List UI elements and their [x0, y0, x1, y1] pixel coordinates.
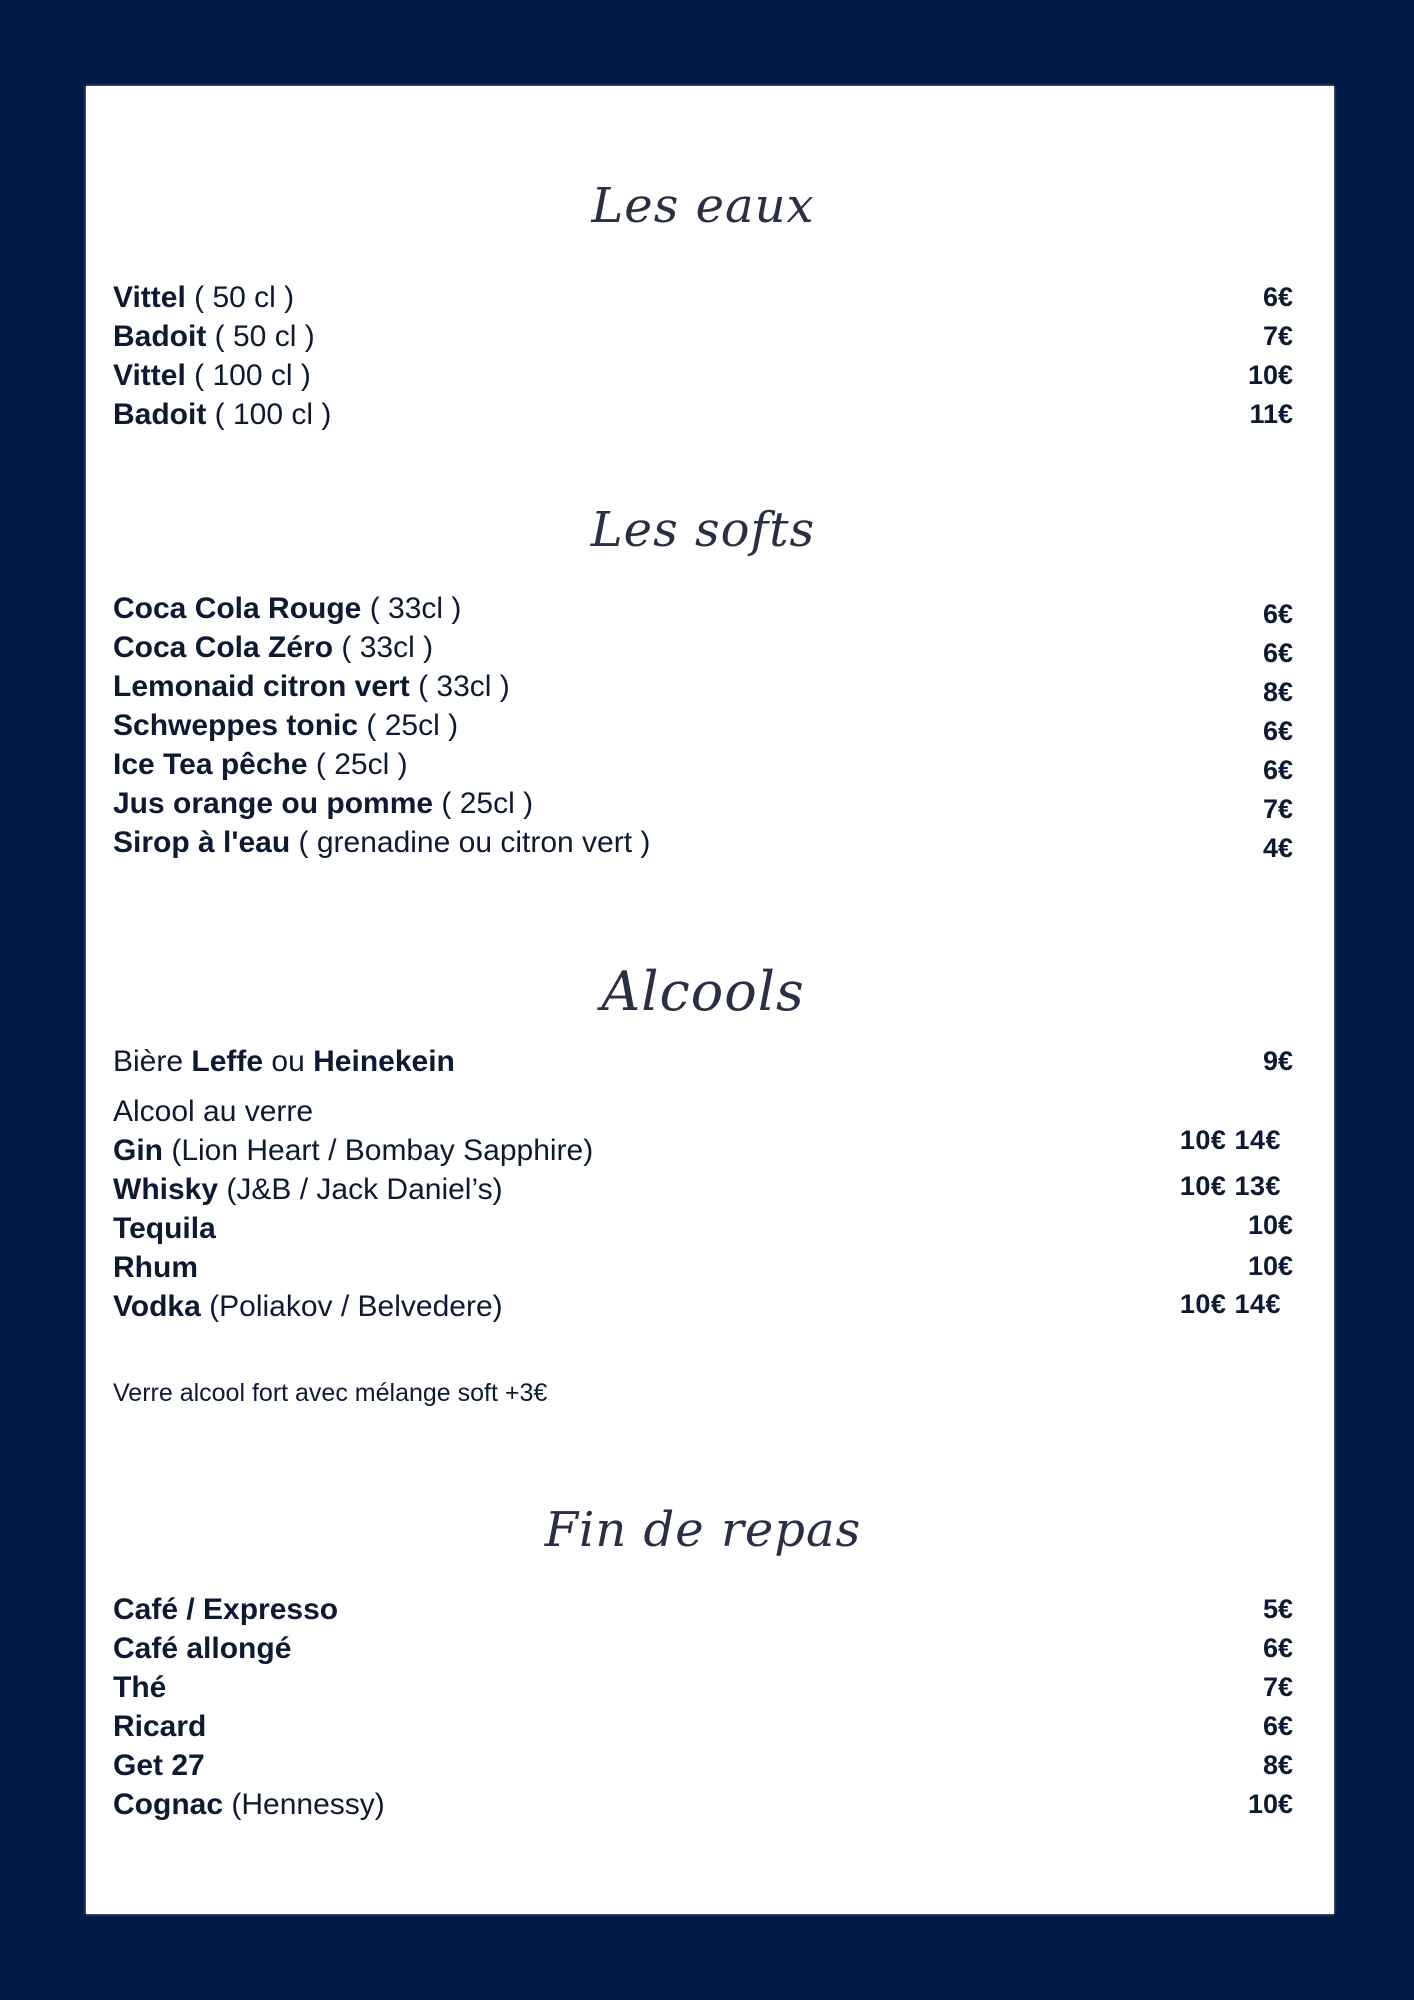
- item-name: Coca Cola Rouge: [113, 592, 362, 625]
- item-price: 8€: [1262, 677, 1293, 707]
- menu-item: [113, 1042, 1293, 1081]
- item-price: 10€ 14€: [1179, 1289, 1281, 1319]
- item-detail: ( grenadine ou citron vert ): [298, 826, 651, 859]
- menu-item: [113, 589, 1293, 628]
- menu-item: [113, 745, 1293, 784]
- item-price: 6€: [1262, 1711, 1293, 1741]
- item-price: 5€: [1262, 1594, 1293, 1624]
- section-alcools: [113, 952, 1293, 1413]
- item-name: Leffe: [191, 1045, 264, 1078]
- item-name: Tequila: [113, 1212, 216, 1245]
- item-prefix: Bière: [113, 1045, 184, 1078]
- menu-item: [113, 706, 1293, 745]
- item-name: Badoit: [113, 320, 207, 353]
- item-price: 10€: [1247, 1789, 1293, 1819]
- item-name: Ice Tea pêche: [113, 748, 308, 781]
- note-text: Verre alcool fort avec mélange soft +3€: [113, 1379, 548, 1407]
- item-name: Café / Expresso: [113, 1593, 339, 1626]
- item-name: Vittel: [113, 359, 186, 392]
- item-price: 10€ 14€: [1179, 1125, 1281, 1155]
- section-title: Les eaux: [591, 178, 815, 234]
- item-detail: (Poliakov / Belvedere): [209, 1290, 503, 1323]
- item-price: 7€: [1262, 794, 1293, 824]
- item-detail: ( 25cl ): [441, 787, 534, 820]
- menu-item: [113, 1170, 1293, 1209]
- section-title: Fin de repas: [544, 1502, 862, 1558]
- item-price: 6€: [1262, 599, 1293, 629]
- item-detail: ( 33cl ): [341, 631, 434, 664]
- item-name: Jus orange ou pomme: [113, 787, 434, 820]
- item-name: Vittel: [113, 281, 186, 314]
- menu-page: [86, 86, 1334, 1914]
- menu-item: [113, 278, 1293, 317]
- item-detail: ( 33cl ): [369, 592, 462, 625]
- subheading-text: Alcool au verre: [113, 1095, 314, 1128]
- item-price: 10€: [1247, 1251, 1293, 1281]
- item-name: Heinekein: [313, 1045, 455, 1078]
- item-price: 6€: [1262, 1633, 1293, 1663]
- item-name: Lemonaid citron vert: [113, 670, 410, 703]
- item-price: 11€: [1249, 399, 1293, 429]
- item-name: Vodka: [113, 1290, 201, 1323]
- item-name: Whisky: [113, 1173, 219, 1206]
- item-price: 10€ 13€: [1179, 1171, 1281, 1201]
- item-detail: ( 25cl ): [315, 748, 408, 781]
- item-price: 6€: [1262, 638, 1293, 668]
- item-price: 10€: [1247, 360, 1293, 390]
- menu-item: [113, 317, 1293, 356]
- item-detail: (Lion Heart / Bombay Sapphire): [171, 1134, 594, 1167]
- section-softs: [113, 490, 1293, 862]
- item-name: Get 27: [113, 1749, 205, 1782]
- item-detail: ( 50 cl ): [194, 281, 295, 314]
- item-detail: ( 25cl ): [366, 709, 459, 742]
- item-name: Café allongé: [113, 1632, 292, 1665]
- item-price: 6€: [1262, 755, 1293, 785]
- menu-item: [113, 1746, 1293, 1785]
- item-name: Badoit: [113, 398, 207, 431]
- item-price: 6€: [1262, 716, 1293, 746]
- subheading: [113, 1092, 1293, 1131]
- note: [113, 1374, 1293, 1413]
- menu-item: [113, 1668, 1293, 1707]
- menu-item: [113, 1629, 1293, 1668]
- item-detail: (Hennessy): [231, 1788, 385, 1821]
- menu-item: [113, 667, 1293, 706]
- item-price: 9€: [1262, 1046, 1293, 1076]
- menu-item: [113, 823, 1293, 862]
- item-conjunction: ou: [271, 1045, 305, 1078]
- item-detail: (J&B / Jack Daniel’s): [226, 1173, 503, 1206]
- menu-item: [113, 1707, 1293, 1746]
- item-detail: ( 33cl ): [418, 670, 510, 703]
- item-price: 10€: [1247, 1210, 1293, 1240]
- menu-item: [113, 1125, 1293, 1170]
- menu-item: [113, 1248, 1293, 1287]
- menu-item: [113, 395, 1293, 434]
- menu-item: [113, 1287, 1293, 1326]
- item-name: Sirop à l'eau: [113, 826, 291, 859]
- item-name: Schweppes tonic: [113, 709, 359, 742]
- menu-item: [113, 356, 1293, 395]
- section-title: Les softs: [590, 502, 816, 558]
- item-detail: ( 100 cl ): [214, 398, 332, 431]
- item-price: 4€: [1262, 833, 1293, 863]
- item-name: Gin: [113, 1134, 163, 1167]
- item-name: Rhum: [113, 1251, 198, 1284]
- item-name: Thé: [113, 1671, 167, 1704]
- menu-item: [113, 1209, 1293, 1248]
- item-price: 8€: [1262, 1750, 1293, 1780]
- item-name: Coca Cola Zéro: [113, 631, 334, 664]
- item-price: 7€: [1262, 321, 1293, 351]
- item-name: Cognac: [113, 1788, 224, 1821]
- menu-item: [113, 784, 1293, 823]
- item-name: Ricard: [113, 1710, 207, 1743]
- item-price: 6€: [1262, 282, 1293, 312]
- section-title: Alcools: [601, 960, 805, 1023]
- item-detail: ( 100 cl ): [194, 359, 311, 392]
- item-price: 7€: [1262, 1672, 1293, 1702]
- item-detail: ( 50 cl ): [214, 320, 315, 353]
- menu-item: [113, 1590, 1293, 1629]
- menu-item: [113, 628, 1293, 667]
- menu-item: [113, 1785, 1293, 1824]
- section-eaux: [113, 166, 1293, 434]
- section-fin-de-repas: [113, 1490, 1293, 1824]
